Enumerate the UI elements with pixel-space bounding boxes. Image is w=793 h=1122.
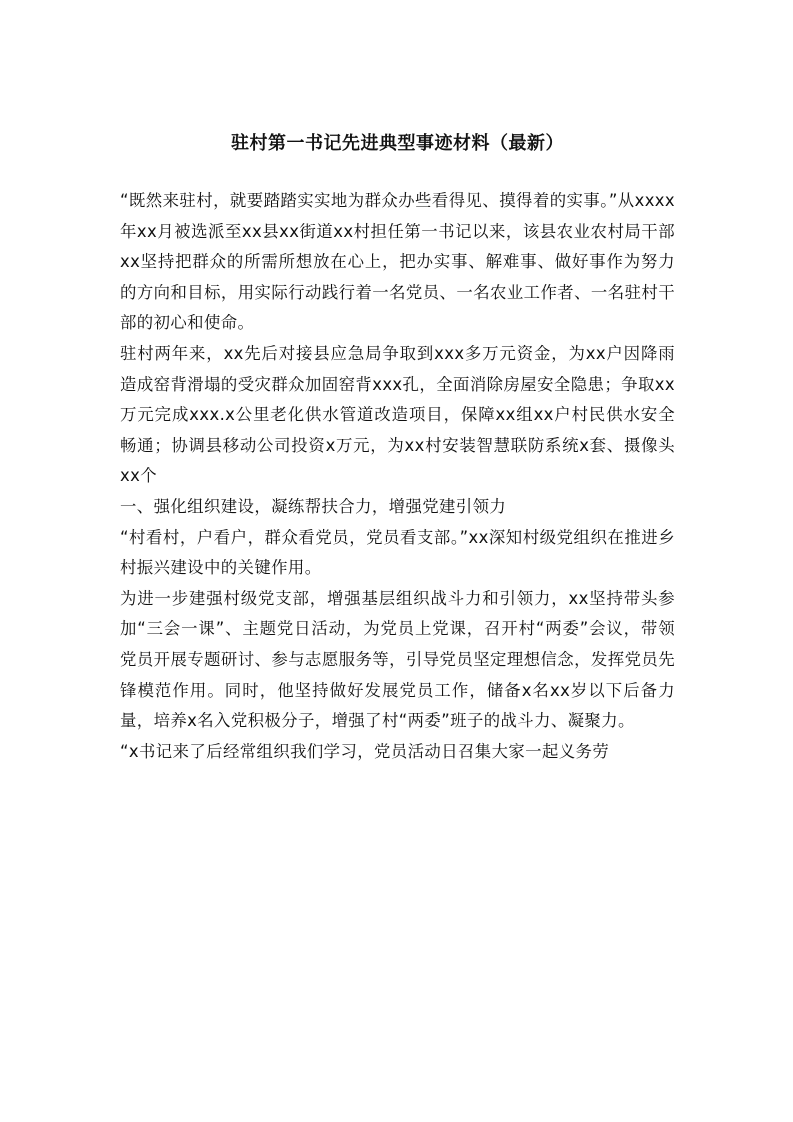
paragraph-achievements: 驻村两年来，xx先后对接县应急局争取到xxx多万元资金，为xx户因降雨造成窑背滑塌的受灾群众加固窑背xxx孔，全面消除房屋安全隐患；争取xx万元完成xxx.x公里老化供水管道改造项目，保障xx组xx户村民供水安全畅通；协调县移动公司投资x万元，为xx村安装智慧联防系统x套、摄像头xx个	[120, 343, 675, 486]
paragraph-party-building: 为进一步建强村级党支部，增强基层组织战斗力和引领力，xx坚持带头参加“三会一课”、主题党日活动，为党员上党课，召开村“两委”会议，带领党员开展专题研讨、参与志愿服务等，引导党员坚定理想信念，发挥党员先锋模范作用。同时，他坚持做好发展党员工作，储备x名xx岁以下后备力量，培养x名入党积极分子，增强了村“两委”班子的战斗力、凝聚力。	[120, 588, 675, 731]
document-body	[120, 186, 675, 767]
document-title: 驻村第一书记先进典型事迹材料（最新）	[231, 133, 564, 154]
paragraph-intro: “既然来驻村，就要踏踏实实地为群众办些看得见、摸得着的实事。”从xxxx年xx月被选派至xx县xx街道xx村担任第一书记以来，该县农业农村局干部xx坚持把群众的所需所想放在心上，把办实事、解难事、做好事作为努力的方向和目标，用实际行动践行着一名党员、一名农业工作者、一名驻村干部的初心和使命。	[120, 191, 675, 333]
paragraph-quote-party: “村看村，户看户，群众看党员，党员看支部。”xx深知村级党组织在推进乡村振兴建设中的关键作用。	[120, 527, 675, 578]
section-heading-1: 一、强化组织建设，凝练帮扶合力，增强党建引领力	[120, 496, 507, 516]
paragraph-quote-villager: “x书记来了后经常组织我们学习，党员活动日召集大家一起义务劳	[120, 741, 610, 761]
